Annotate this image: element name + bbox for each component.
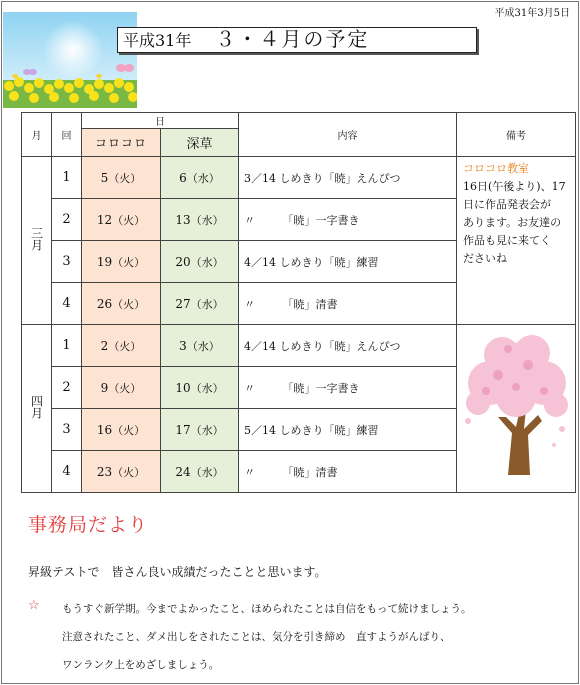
class-a-date	[82, 157, 161, 199]
remark-line: 16日(午後より)、17	[463, 180, 566, 193]
date-number: 2	[100, 338, 109, 353]
news-intro: 昇級テストで 皆さん良い成績だったことと思います。	[28, 565, 327, 579]
lesson-content: 〃 「暁」一字書き	[239, 367, 457, 409]
class-a-date	[82, 283, 161, 325]
title-main: ３・４月の予定	[215, 27, 370, 51]
class-b-date	[161, 283, 239, 325]
date-number: 23	[96, 464, 113, 479]
document-date: 平成31年3月5日	[494, 8, 570, 19]
class-a-date	[82, 241, 161, 283]
date-number: 13	[175, 212, 191, 227]
lesson-number: 4	[52, 283, 82, 325]
title-era: 平成31年	[123, 31, 192, 50]
class-b-date	[161, 241, 239, 283]
weekday: （火）	[112, 297, 146, 311]
month-label-text: 三月	[29, 226, 44, 251]
class-a-date	[82, 409, 161, 451]
class-a-date	[82, 199, 161, 241]
month-label	[22, 325, 52, 493]
class-b-date	[161, 199, 239, 241]
weekday: （水）	[190, 423, 224, 437]
schedule-table	[21, 112, 576, 493]
news-line: 注意されたこと、ダメ出しをされたことは、気分を引き締め 直すようがんばり、	[62, 631, 451, 643]
news-line: ワンランク上をめざしましょう。	[62, 659, 220, 671]
date-number: 3	[179, 338, 187, 353]
lesson-number: 3	[52, 241, 82, 283]
news-section-title: 事務局だより	[28, 514, 149, 536]
remarks-cell	[457, 157, 576, 325]
lesson-number: 4	[52, 451, 82, 493]
date-number: 17	[175, 422, 191, 437]
lesson-content: 4／14 しめきり「暁」えんぴつ	[239, 325, 457, 367]
weekday: （水）	[190, 255, 224, 269]
month-label	[22, 157, 52, 325]
class-a-date	[82, 367, 161, 409]
remark-title: コロコロ教室	[463, 162, 529, 175]
table-row	[22, 325, 576, 367]
news-line: もうすぐ新学期。今までよかったこと、ほめられたことは自信をもって続けましょう。	[62, 603, 472, 615]
weekday: （水）	[186, 171, 220, 185]
lesson-number: 3	[52, 409, 82, 451]
cherry-tree-cell	[457, 325, 576, 493]
page-title	[117, 27, 477, 53]
date-number: 24	[175, 464, 191, 479]
date-number: 9	[100, 380, 109, 395]
table-header-row	[22, 113, 576, 129]
header-day-group: 日	[82, 113, 239, 129]
date-number: 6	[179, 170, 187, 185]
date-number: 26	[96, 296, 113, 311]
header-count: 回	[52, 113, 82, 157]
star-icon: ☆	[28, 598, 40, 613]
date-number: 12	[96, 212, 113, 227]
remark-line: ださいね	[463, 252, 507, 265]
lesson-number: 1	[52, 157, 82, 199]
weekday: （水）	[186, 339, 220, 353]
month-label-text: 四月	[29, 394, 44, 419]
header-month: 月	[22, 113, 52, 157]
table-row	[22, 157, 576, 199]
class-b-date	[161, 367, 239, 409]
lesson-content: 〃 「暁」清書	[239, 283, 457, 325]
remark-line: 作品も見に来てく	[463, 234, 551, 247]
date-number: 16	[96, 422, 113, 437]
date-number: 27	[175, 296, 191, 311]
header-class-a: コロコロ	[82, 129, 161, 157]
class-b-date	[161, 157, 239, 199]
lesson-content: 5／14 しめきり「暁」練習	[239, 409, 457, 451]
lesson-content: 3／14 しめきり「暁」えんぴつ	[239, 157, 457, 199]
weekday: （水）	[190, 381, 224, 395]
date-number: 10	[175, 380, 191, 395]
weekday: （火）	[108, 339, 142, 353]
weekday: （火）	[112, 255, 146, 269]
class-b-date	[161, 451, 239, 493]
lesson-number: 2	[52, 367, 82, 409]
header-content: 内容	[239, 113, 457, 157]
remark-line: 日に作品発表会が	[463, 198, 551, 211]
weekday: （火）	[112, 423, 146, 437]
date-number: 5	[100, 170, 109, 185]
weekday: （火）	[108, 171, 142, 185]
class-b-date	[161, 409, 239, 451]
class-b-date	[161, 325, 239, 367]
cherry-blossom-tree-icon	[458, 325, 575, 475]
weekday: （火）	[112, 213, 146, 227]
lesson-number: 2	[52, 199, 82, 241]
date-number: 19	[96, 254, 113, 269]
weekday: （火）	[112, 465, 146, 479]
class-a-date	[82, 451, 161, 493]
header-remarks: 備考	[457, 113, 576, 157]
class-a-date	[82, 325, 161, 367]
lesson-number: 1	[52, 325, 82, 367]
date-number: 20	[175, 254, 191, 269]
lesson-content: 4／14 しめきり「暁」練習	[239, 241, 457, 283]
weekday: （火）	[108, 381, 142, 395]
header-class-b: 深草	[161, 129, 239, 157]
remark-line: あります。お友達の	[463, 216, 562, 229]
weekday: （水）	[190, 297, 224, 311]
lesson-content: 〃 「暁」清書	[239, 451, 457, 493]
weekday: （水）	[190, 213, 224, 227]
lesson-content: 〃 「暁」一字書き	[239, 199, 457, 241]
weekday: （水）	[190, 465, 224, 479]
